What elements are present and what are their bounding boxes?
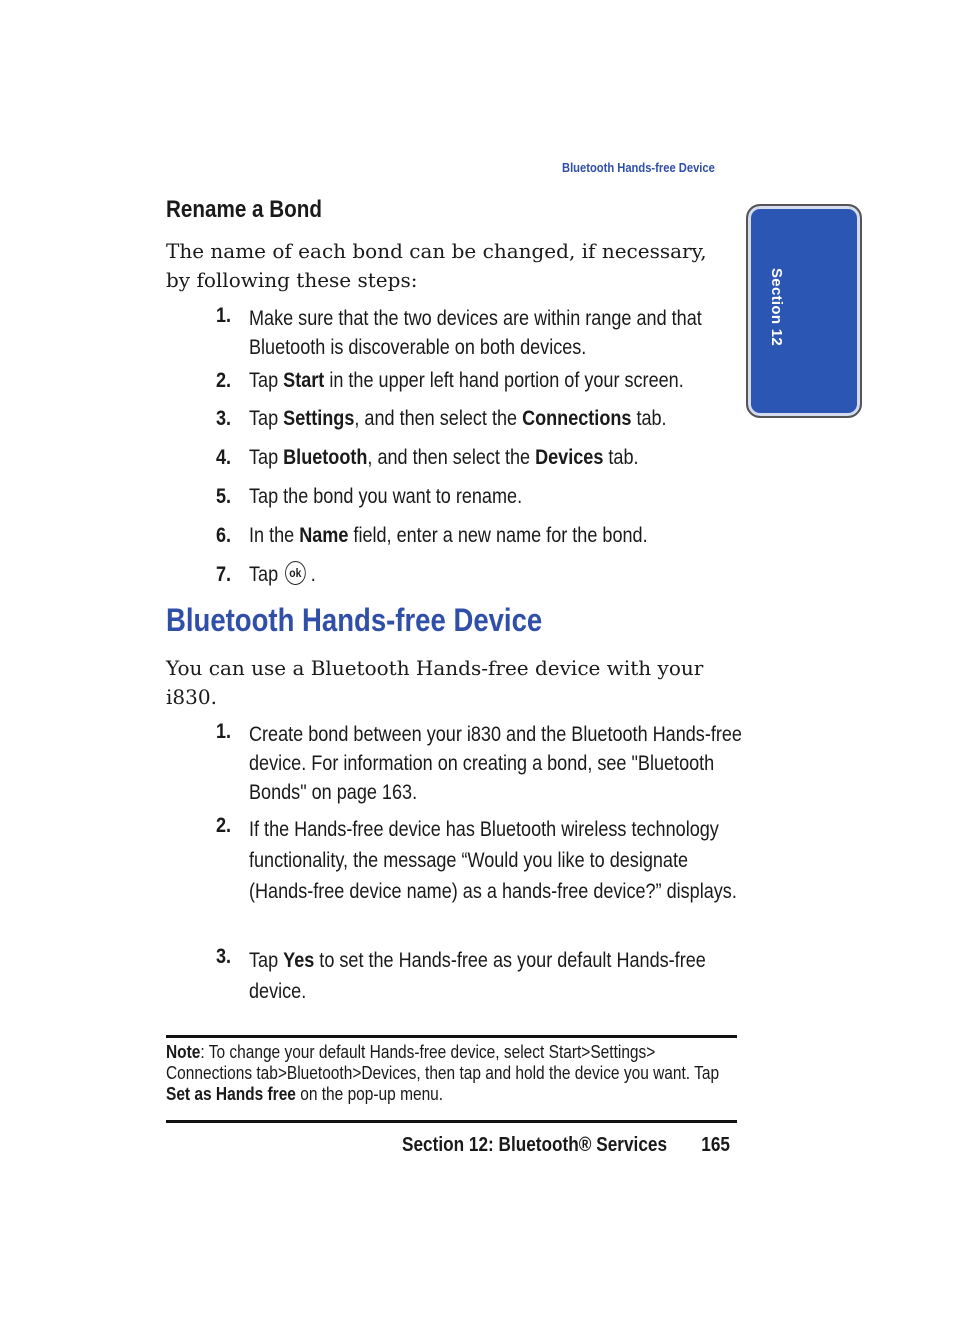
step-text: Tap ok . (249, 563, 316, 586)
rename-steps-list (216, 304, 756, 602)
step-number: 1. (216, 304, 232, 327)
step-text: In the Name field, enter a new name for the bond. (249, 524, 648, 547)
step-number: 2. (216, 369, 232, 392)
page-number: 165 (701, 1134, 730, 1156)
step-number: 5. (216, 485, 232, 508)
footer-section: Section 12: Bluetooth® Services (402, 1134, 668, 1156)
running-head: Bluetooth Hands-free Device (562, 160, 715, 175)
note-top-rule (166, 1035, 737, 1038)
step-text: Tap Yes to set the Hands-free as your default Hands-free device. (249, 949, 706, 1003)
list-item (216, 524, 756, 563)
ok-button-icon: ok (285, 561, 306, 585)
step-number: 4. (216, 446, 232, 469)
step-number: 6. (216, 524, 232, 547)
step-text: Make sure that the two devices are within range and that Bluetooth is discoverable on both devices. (249, 307, 702, 359)
note-bottom-rule (166, 1120, 737, 1123)
list-item (216, 485, 756, 524)
step-number: 3. (216, 407, 232, 430)
step-text: Tap Settings, and then select the Connections tab. (249, 407, 667, 430)
step-number: 3. (216, 945, 232, 968)
list-item (216, 563, 756, 602)
handsfree-intro: You can use a Bluetooth Hands-free device with your i830. (166, 656, 704, 709)
page-footer (402, 1134, 733, 1157)
list-item (216, 720, 756, 814)
step-text: Create bond between your i830 and the Bluetooth Hands-free device. For information on creating a bond, see "Bluetooth Bonds" on page 163. (249, 723, 742, 804)
section-tab-label: Section 12 (768, 268, 785, 347)
note-box: Note: To change your default Hands-free device, select Start>Settings> Connections tab>Bluetooth>Devices, then tap and hold the device you want. Tap Set as Hands free on the pop-up menu. (166, 1042, 720, 1104)
list-item (216, 446, 756, 485)
section-tab (746, 204, 862, 418)
step-text: Tap Bluetooth, and then select the Devices tab. (249, 446, 639, 469)
rename-bond-heading: Rename a Bond (166, 196, 322, 223)
list-item (216, 369, 756, 407)
handsfree-steps-list (216, 720, 756, 1009)
step-number: 7. (216, 563, 232, 586)
step-number: 2. (216, 814, 232, 837)
handsfree-heading: Bluetooth Hands-free Device (166, 602, 543, 638)
rename-bond-intro: The name of each bond can be changed, if necessary, by following these steps: (166, 239, 707, 292)
step-text: Tap the bond you want to rename. (249, 485, 523, 508)
step-text: If the Hands-free device has Bluetooth wireless technology functionality, the message “Would you like to designate (Hands-free device name) as a hands-free device?” displays. (249, 818, 737, 903)
list-item (216, 407, 756, 446)
step-number: 1. (216, 720, 232, 743)
list-item (216, 814, 756, 945)
list-item (216, 304, 756, 369)
step-text: Tap Start in the upper left hand portion of your screen. (249, 369, 684, 392)
list-item (216, 945, 756, 1009)
